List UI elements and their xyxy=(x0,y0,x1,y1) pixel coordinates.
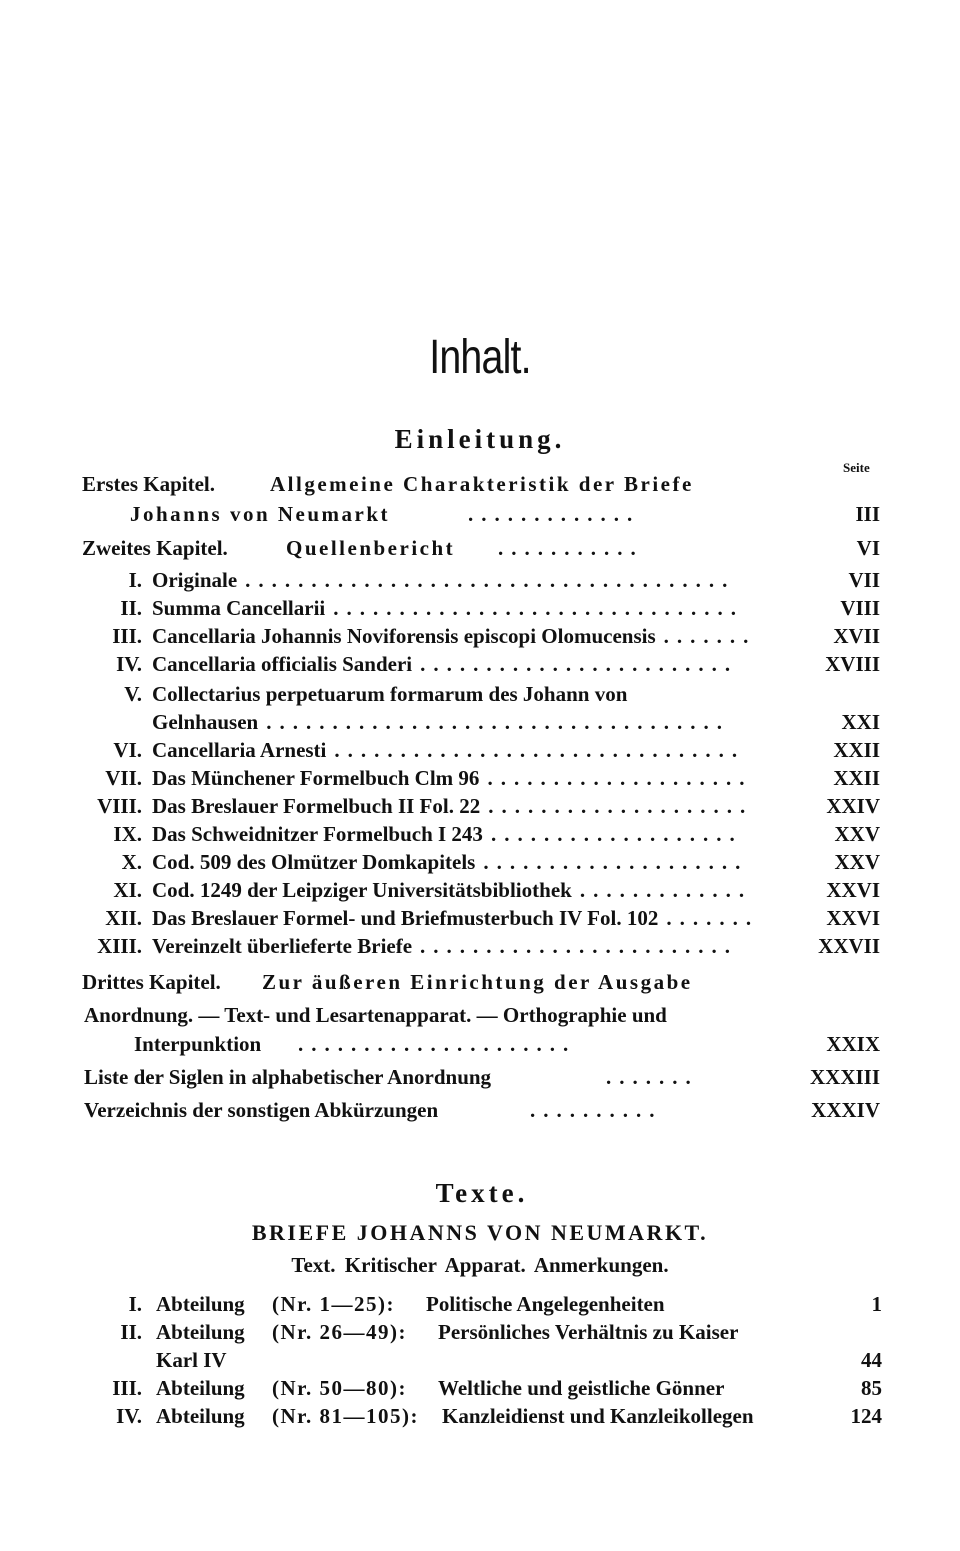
kapitel3-page: XXIX xyxy=(826,1032,880,1056)
leader-dots: ........................ xyxy=(420,934,739,958)
kapitel3-label: Drittes Kapitel. xyxy=(82,970,221,994)
item-title: Collectarius perpetuarum formarum des Johann von xyxy=(152,682,628,706)
leader-dots: ................... xyxy=(490,822,743,846)
abteilung-page: 85 xyxy=(861,1376,882,1400)
abteilung-title: Weltliche und geistliche Gönner xyxy=(438,1376,725,1400)
leader-dots: ..................................... xyxy=(245,568,736,592)
abteilung-range: (Nr. 26—49): xyxy=(272,1320,408,1344)
leader-dots: ....... xyxy=(663,624,757,648)
leader-dots: ....... xyxy=(666,906,760,930)
leader-dots: .................... xyxy=(488,794,754,818)
abteilung-page: 44 xyxy=(861,1348,882,1372)
section-heading-texte: Texte. xyxy=(435,1178,529,1208)
leader-dots: ............................... xyxy=(333,596,744,620)
item-number: IV. xyxy=(116,652,142,676)
item-page: VII xyxy=(848,568,880,592)
item-page: XVIII xyxy=(825,652,880,676)
page-title: Inhalt. xyxy=(429,331,531,384)
kapitel1-title: Allgemeine Charakteristik der Briefe xyxy=(270,472,694,496)
liste-page: XXXIII xyxy=(809,1065,880,1089)
leader-dots: ........................ xyxy=(420,652,739,676)
item-page: XXVII xyxy=(818,934,880,958)
abteilung-title: Kanzleidienst und Kanzleikollegen xyxy=(442,1404,754,1428)
item-page: XXVI xyxy=(826,878,880,902)
leader-dots: ..................... xyxy=(298,1032,577,1056)
leader-dots: .................... xyxy=(487,766,753,790)
leader-dots: ........... xyxy=(498,536,644,560)
verzeichnis-page: XXXIV xyxy=(811,1098,880,1122)
item-title: Vereinzelt überlieferte Briefe xyxy=(152,934,413,958)
item-title: Cod. 509 des Olmützer Domkapitels xyxy=(152,850,476,874)
item-number: VII. xyxy=(105,766,142,790)
leader-dots: ............. xyxy=(468,502,641,526)
item-number: X. xyxy=(121,850,142,874)
leader-dots: ....... xyxy=(606,1065,699,1089)
kapitel3-subtitle-line2: Interpunktion xyxy=(134,1032,262,1056)
item-number: VIII. xyxy=(97,794,142,818)
item-title: Cod. 1249 der Leipziger Universitätsbibliothek xyxy=(152,878,572,902)
item-title: Summa Cancellarii xyxy=(152,596,326,620)
kapitel2-title: Quellenbericht xyxy=(286,536,456,560)
abteilung-number: III. xyxy=(112,1376,142,1400)
kapitel2-page: VI xyxy=(856,536,880,560)
abteilung-range: (Nr. 81—105): xyxy=(272,1404,420,1428)
abteilung-number: I. xyxy=(128,1292,142,1316)
item-title: Cancellaria Arnesti xyxy=(152,738,327,762)
item-page: XVII xyxy=(833,624,880,648)
leader-dots: ............................... xyxy=(334,738,746,762)
item-number: XI. xyxy=(113,878,142,902)
abteilung-title: Persönliches Verhältnis zu Kaiser xyxy=(438,1320,739,1344)
item-title: Das Breslauer Formel- und Briefmusterbuch IV Fol. 102 xyxy=(152,906,659,930)
liste-siglen: Liste der Siglen in alphabetischer Anordnung xyxy=(84,1065,492,1089)
item-number: XIII. xyxy=(97,934,142,958)
item-title: Cancellaria officialis Sanderi xyxy=(152,652,413,676)
item-page: XXVI xyxy=(826,906,880,930)
seite-label: Seite xyxy=(843,460,870,475)
leader-dots: ................................... xyxy=(266,710,730,734)
abteilung-range: (Nr. 1—25): xyxy=(272,1292,396,1316)
abteilung-label: Abteilung xyxy=(156,1320,245,1344)
abteilung-label: Abteilung xyxy=(156,1404,245,1428)
item-number: V. xyxy=(124,682,142,706)
item-page: XXV xyxy=(834,822,880,846)
abteilung-page: 124 xyxy=(850,1404,882,1428)
item-number: II. xyxy=(120,596,142,620)
item-page: XXV xyxy=(834,850,880,874)
texte-subsubheading: Text. Kritischer Apparat. Anmerkungen. xyxy=(291,1253,669,1277)
abteilung-range: (Nr. 50—80): xyxy=(272,1376,408,1400)
item-number: I. xyxy=(128,568,142,592)
item-title: Cancellaria Johannis Noviforensis episcopi Olomucensis xyxy=(152,624,656,648)
abteilung-number: IV. xyxy=(116,1404,142,1428)
item-number: VI. xyxy=(113,738,142,762)
leader-dots: .................... xyxy=(483,850,749,874)
section-heading-einleitung: Einleitung. xyxy=(394,424,566,454)
item-page: VIII xyxy=(840,596,880,620)
item-title: Das Breslauer Formelbuch II Fol. 22 xyxy=(152,794,481,818)
item-page: XXI xyxy=(841,710,880,734)
leader-dots: ............. xyxy=(579,878,753,902)
item-page: XXIV xyxy=(826,794,880,818)
abteilung-page: 1 xyxy=(871,1292,882,1316)
abteilung-label: Abteilung xyxy=(156,1376,245,1400)
verzeichnis-abkuerzungen: Verzeichnis der sonstigen Abkürzungen xyxy=(84,1098,439,1122)
item-page: XXII xyxy=(833,738,880,762)
item-title: Das Münchener Formelbuch Clm 96 xyxy=(152,766,480,790)
item-page: XXII xyxy=(833,766,880,790)
kapitel1-label: Erstes Kapitel. xyxy=(82,472,215,496)
abteilung-number: II. xyxy=(120,1320,142,1344)
item-number: XII. xyxy=(105,906,142,930)
leader-dots: .......... xyxy=(530,1098,663,1122)
item-number: IX. xyxy=(113,822,142,846)
item-title: Originale xyxy=(152,568,238,592)
kapitel1-page: III xyxy=(855,502,880,526)
abteilung-label: Abteilung xyxy=(156,1292,245,1316)
item-number: III. xyxy=(112,624,142,648)
abteilung-title: Politische Angelegenheiten xyxy=(426,1292,665,1316)
texte-subheading: BRIEFE JOHANNS VON NEUMARKT. xyxy=(251,1220,709,1245)
kapitel1-title-line2: Johanns von Neumarkt xyxy=(130,502,391,526)
kapitel3-title: Zur äußeren Einrichtung der Ausgabe xyxy=(262,970,693,994)
item-title: Das Schweidnitzer Formelbuch I 243 xyxy=(152,822,483,846)
kapitel2-label: Zweites Kapitel. xyxy=(82,536,228,560)
item-title-line2: Gelnhausen xyxy=(152,710,259,734)
abteilung-title-line2: Karl IV xyxy=(156,1348,227,1372)
kapitel3-subtitle: Anordnung. — Text- und Lesartenapparat. — Orthographie und xyxy=(84,1003,667,1027)
